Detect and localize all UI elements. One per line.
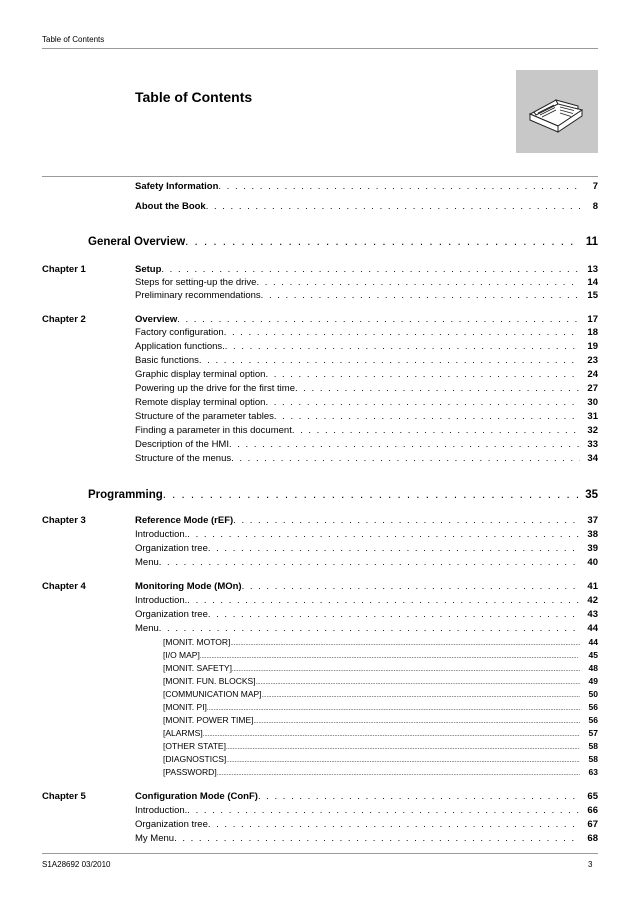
toc-entry[interactable]	[0, 528, 638, 541]
toc-label: [MONIT. FUN. BLOCKS]	[163, 676, 256, 686]
toc-page: 41	[587, 581, 598, 592]
toc-label: Safety Information	[135, 181, 219, 192]
toc-section-general-overview[interactable]	[0, 234, 638, 250]
toc-label: Factory configuration	[135, 327, 224, 338]
toc-page: 56	[588, 715, 598, 725]
toc-subentry[interactable]	[0, 766, 638, 779]
toc-entry-safety[interactable]	[0, 180, 638, 193]
toc-label: Introduction.	[135, 805, 188, 816]
toc-page: 8	[592, 201, 598, 212]
toc-chapter-3[interactable]	[0, 514, 638, 527]
open-book-icon	[516, 70, 598, 153]
toc-label: Monitoring Mode (MOn)	[135, 581, 242, 592]
toc-page: 39	[587, 543, 598, 554]
toc-entry[interactable]	[0, 608, 638, 621]
toc-subentry[interactable]	[0, 662, 638, 675]
toc-chapter-2[interactable]	[0, 313, 638, 326]
toc-chapter-4[interactable]	[0, 580, 638, 593]
toc-page: 50	[588, 689, 598, 699]
chapter-label: Chapter 3	[42, 515, 86, 526]
toc-entry[interactable]	[0, 382, 638, 395]
toc-subentry[interactable]	[0, 753, 638, 766]
toc-entry[interactable]	[0, 594, 638, 607]
toc-label: [MONIT. PI]	[163, 702, 207, 712]
toc-subentry[interactable]	[0, 649, 638, 662]
toc-entry[interactable]	[0, 832, 638, 845]
toc-entry[interactable]	[0, 276, 638, 289]
toc-label: My Menu	[135, 833, 175, 844]
toc-page: 43	[587, 609, 598, 620]
toc-label: [DIAGNOSTICS]	[163, 754, 227, 764]
toc-page: 33	[587, 439, 598, 450]
toc-label: [ALARMS]	[163, 728, 203, 738]
toc-section-programming[interactable]	[0, 487, 638, 503]
toc-page: 14	[587, 277, 598, 288]
toc-label: Introduction.	[135, 595, 188, 606]
toc-top-rule	[42, 176, 598, 177]
toc-label: Organization tree	[135, 819, 208, 830]
toc-page: 31	[587, 411, 598, 422]
toc-page: 34	[587, 453, 598, 464]
toc-label: General Overview	[88, 236, 186, 248]
chapter-label: Chapter 4	[42, 581, 86, 592]
toc-label: Preliminary recommendations	[135, 290, 261, 301]
toc-label: [COMMUNICATION MAP]	[163, 689, 262, 699]
toc-label: Finding a parameter in this document	[135, 425, 292, 436]
toc-subentry[interactable]	[0, 688, 638, 701]
toc-subentry[interactable]	[0, 740, 638, 753]
toc-subentry[interactable]	[0, 714, 638, 727]
toc-subentry[interactable]	[0, 701, 638, 714]
toc-page: 48	[588, 663, 598, 673]
footer-rule	[42, 853, 598, 854]
toc-label: [OTHER STATE]	[163, 741, 226, 751]
toc-page: 17	[587, 314, 598, 325]
toc-label: [I/O MAP]	[163, 650, 200, 660]
toc-label: Graphic display terminal option	[135, 369, 266, 380]
toc-page: 24	[587, 369, 598, 380]
toc-entry[interactable]	[0, 424, 638, 437]
toc-label: [MONIT. SAFETY]	[163, 663, 232, 673]
toc-label: Structure of the parameter tables	[135, 411, 274, 422]
toc-entry[interactable]	[0, 410, 638, 423]
chapter-label: Chapter 5	[42, 791, 86, 802]
toc-label: Programming	[88, 489, 163, 501]
toc-page: 44	[588, 637, 598, 647]
toc-entry[interactable]	[0, 368, 638, 381]
toc-page: 58	[588, 754, 598, 764]
toc-label: Reference Mode (rEF)	[135, 515, 234, 526]
toc-page: 63	[588, 767, 598, 777]
toc-entry[interactable]	[0, 818, 638, 831]
toc-page: 15	[587, 290, 598, 301]
toc-entry[interactable]	[0, 438, 638, 451]
toc-page: 44	[587, 623, 598, 634]
toc-page: 19	[587, 341, 598, 352]
footer-page-number: 3	[588, 860, 593, 869]
toc-label: Organization tree	[135, 543, 208, 554]
toc-page: 66	[587, 805, 598, 816]
header-rule	[42, 48, 598, 49]
toc-page: 32	[587, 425, 598, 436]
toc-label: Description of the HMI	[135, 439, 229, 450]
toc-label: [PASSWORD]	[163, 767, 217, 777]
chapter-label: Chapter 2	[42, 314, 86, 325]
toc-chapter-1[interactable]	[0, 263, 638, 276]
toc-page: 65	[587, 791, 598, 802]
toc-entry[interactable]	[0, 354, 638, 367]
toc-page: 35	[585, 489, 598, 501]
toc-page: 40	[587, 557, 598, 568]
toc-page: 38	[587, 529, 598, 540]
toc-page: 68	[587, 833, 598, 844]
toc-page: 67	[587, 819, 598, 830]
toc-page: 27	[587, 383, 598, 394]
toc-page: 13	[587, 264, 598, 275]
toc-label: Steps for setting-up the drive	[135, 277, 257, 288]
toc-label: Application functions.	[135, 341, 225, 352]
toc-entry[interactable]	[0, 340, 638, 353]
toc-page: 23	[587, 355, 598, 366]
toc-entry[interactable]	[0, 804, 638, 817]
toc-page: 7	[592, 181, 598, 192]
chapter-label: Chapter 1	[42, 264, 86, 275]
toc-label: [MONIT. MOTOR]	[163, 637, 231, 647]
toc-subentry[interactable]	[0, 675, 638, 688]
toc-label: Overview	[135, 314, 178, 325]
toc-label: Menu	[135, 623, 159, 634]
toc-page: 30	[587, 397, 598, 408]
toc-subentry[interactable]	[0, 727, 638, 740]
toc-subentry[interactable]	[0, 636, 638, 649]
toc-page: 57	[588, 728, 598, 738]
toc-page: 11	[585, 236, 598, 248]
toc-page: 18	[587, 327, 598, 338]
toc-label: Basic functions	[135, 355, 199, 366]
toc-page: 49	[588, 676, 598, 686]
toc-entry[interactable]	[0, 556, 638, 569]
toc-label: Introduction.	[135, 529, 188, 540]
toc-entry[interactable]	[0, 622, 638, 635]
toc-page: 37	[587, 515, 598, 526]
toc-label: [MONIT. POWER TIME]	[163, 715, 254, 725]
footer-doc-ref: S1A28692 03/2010	[42, 860, 111, 869]
toc-page: 42	[587, 595, 598, 606]
toc-label: About the Book	[135, 201, 206, 212]
book-illustration	[516, 70, 598, 153]
toc-entry[interactable]	[0, 326, 638, 339]
toc-entry[interactable]	[0, 396, 638, 409]
page-title: Table of Contents	[135, 89, 253, 105]
toc-page: 56	[588, 702, 598, 712]
toc-chapter-5[interactable]	[0, 790, 638, 803]
toc-label: Setup	[135, 264, 162, 275]
toc-label: Structure of the menus	[135, 453, 232, 464]
toc-label: Powering up the drive for the first time	[135, 383, 295, 394]
toc-page: 45	[588, 650, 598, 660]
toc-label: Menu	[135, 557, 159, 568]
toc-label: Remote display terminal option	[135, 397, 266, 408]
toc-label: Organization tree	[135, 609, 208, 620]
toc-entry-about[interactable]	[0, 200, 638, 213]
toc-page: 58	[588, 741, 598, 751]
toc-entry[interactable]	[0, 452, 638, 465]
toc-entry[interactable]	[0, 289, 638, 302]
running-header: Table of Contents	[42, 35, 105, 44]
toc-entry[interactable]	[0, 542, 638, 555]
toc-label: Configuration Mode (ConF)	[135, 791, 258, 802]
